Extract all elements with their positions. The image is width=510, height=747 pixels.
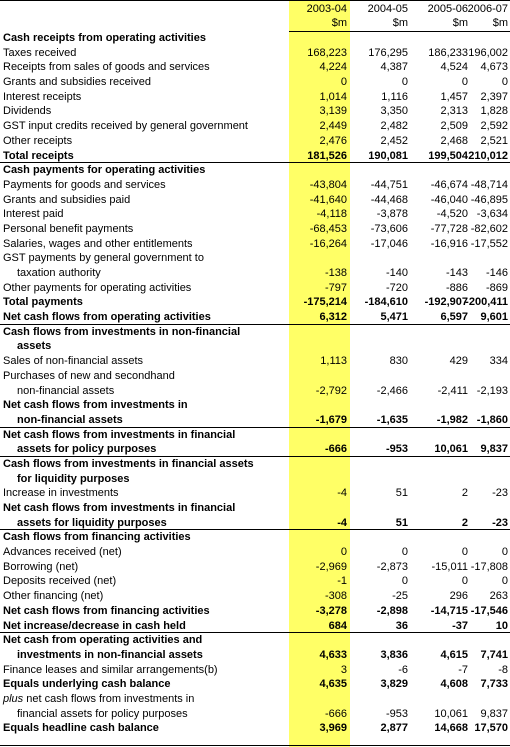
cell-2005-06: -46,674 (430, 178, 468, 191)
cell-2005-06: 4,615 (440, 648, 468, 661)
cell-2004-05: -25 (392, 590, 408, 603)
cell-2004-05: 3,829 (380, 678, 408, 691)
cell-2004-05: -2,873 (376, 560, 408, 573)
cell-2005-06: -15,011 (431, 560, 468, 573)
table-row (0, 574, 510, 589)
cell-2005-06: 6,597 (440, 311, 468, 324)
cell-2006-07: 10 (495, 619, 508, 632)
cell-2003-04: -41,640 (309, 193, 347, 206)
table-row (0, 75, 510, 90)
row-label: Net cash flows from investments in (3, 399, 188, 412)
cell-2003-04: -68,453 (309, 222, 347, 235)
cell-2006-07: -3,634 (476, 208, 508, 221)
row-label: Equals headline cash balance (3, 722, 159, 735)
cell-2004-05: 2,452 (380, 134, 408, 147)
cell-2004-05: 4,387 (380, 61, 408, 74)
row-label: Net cash flows from financing activities (3, 604, 210, 617)
cell-2005-06: 199,504 (428, 149, 468, 162)
cell-2006-07: -146 (485, 267, 508, 279)
cell-2004-05: -44,468 (370, 193, 408, 206)
cell-2005-06: 429 (449, 355, 468, 368)
cell-2005-06: 0 (461, 575, 468, 588)
row-label: Cash flows from financing activities (3, 531, 191, 544)
table-row (0, 560, 510, 575)
cell-2003-04: 684 (328, 619, 347, 632)
cell-2004-05: -44,751 (370, 178, 408, 191)
table-row (0, 530, 510, 545)
cell-2006-07: 0 (501, 546, 508, 559)
cell-2006-07: -23 (492, 516, 508, 529)
cell-2006-07: 2,397 (480, 90, 508, 103)
table-row (0, 222, 510, 237)
cell-2006-07: 9,837 (480, 707, 508, 720)
cell-2006-07: -17,808 (470, 560, 508, 573)
cell-2006-07: 17,570 (474, 722, 508, 735)
table-row (0, 237, 510, 252)
row-label: taxation authority (17, 267, 101, 279)
unit-header-2003-04: $m (331, 17, 347, 29)
row-label: non-financial assets (17, 384, 115, 397)
cell-2006-07: 4,673 (480, 61, 508, 74)
row-label: GST payments by general government to (3, 252, 204, 265)
row-label: Purchases of new and secondhand (3, 369, 175, 382)
row-label: assets for liquidity purposes (17, 516, 167, 529)
row-label: Net cash flows from operating activities (3, 311, 211, 324)
table-row (0, 648, 510, 663)
cell-2004-05: -140 (385, 267, 408, 279)
cell-2005-06: 2 (461, 516, 468, 529)
cell-2004-05: -17,046 (370, 237, 408, 250)
column-header (0, 0, 510, 32)
row-label: Total receipts (3, 149, 74, 162)
cell-2003-04: 168,223 (307, 46, 347, 59)
cell-2003-04: 3,969 (319, 722, 347, 735)
table-body (0, 31, 510, 736)
cell-2006-07: 7,733 (480, 678, 508, 691)
row-label: Borrowing (net) (3, 560, 79, 573)
unit-header-2006-07: $m (492, 17, 508, 29)
cell-2006-07: -48,714 (470, 178, 508, 191)
cell-2005-06: -46,040 (430, 193, 468, 206)
row-label: for liquidity purposes (17, 472, 130, 485)
cell-2003-04: -1,679 (315, 413, 347, 426)
cell-2004-05: -1,635 (376, 413, 408, 426)
cell-2004-05: -3,878 (376, 208, 408, 221)
cell-2005-06: 1,457 (440, 90, 468, 103)
cell-2006-07: 196,002 (468, 46, 508, 59)
table-row (0, 486, 510, 501)
cell-2006-07: -869 (485, 281, 508, 294)
cell-2003-04: -16,264 (309, 237, 347, 250)
cell-2003-04: 6,312 (319, 311, 347, 324)
row-label: Other financing (net) (3, 590, 104, 603)
table-row (0, 207, 510, 222)
cell-2006-07: -1,860 (476, 413, 508, 426)
cell-2003-04: 2,476 (319, 134, 347, 147)
year-header-2006-07: 2006-07 (467, 3, 508, 15)
row-label: Receipts from sales of goods and services (3, 61, 210, 74)
table-row (0, 163, 510, 178)
cell-2003-04: -138 (324, 267, 347, 279)
cell-2003-04: -4 (337, 487, 347, 500)
table-row (0, 295, 510, 310)
cell-2005-06: 10,061 (434, 707, 468, 720)
cell-2005-06: -143 (445, 267, 468, 279)
row-label: Net cash flows from investments in financial (3, 502, 236, 514)
cell-2003-04: -308 (324, 590, 347, 603)
cell-2006-07: 9,601 (480, 311, 508, 324)
year-header-2004-05: 2004-05 (367, 3, 408, 15)
cell-2006-07: 210,012 (468, 149, 508, 162)
cell-2004-05: 3,836 (380, 648, 408, 661)
row-label: Grants and subsidies paid (3, 193, 131, 206)
table-row (0, 472, 510, 487)
cell-2006-07: -46,895 (470, 193, 508, 206)
table-row (0, 90, 510, 105)
table-row (0, 707, 510, 722)
cell-2006-07: -23 (492, 487, 508, 500)
table-row (0, 325, 510, 340)
cell-2004-05: 2,877 (380, 722, 408, 735)
row-label: Interest receipts (3, 90, 82, 103)
cell-2006-07: 334 (489, 355, 508, 368)
year-header-2003-04: 2003-04 (306, 3, 347, 15)
cell-2005-06: -886 (445, 281, 468, 294)
table-row (0, 633, 510, 648)
row-label: Cash flows from investments in non-financial (3, 325, 241, 338)
cell-2003-04: 4,633 (319, 648, 347, 661)
cell-2005-06: -4,520 (436, 208, 468, 221)
cell-2003-04: -4 (337, 516, 347, 529)
cell-2003-04: 1,014 (319, 90, 347, 103)
row-label: Other receipts (3, 134, 73, 147)
cell-2005-06: -2,411 (437, 384, 468, 397)
row-label: Payments for goods and services (3, 178, 166, 191)
cell-2006-07: 0 (501, 575, 508, 588)
cell-2005-06: 296 (449, 590, 468, 603)
row-label: Increase in investments (3, 487, 119, 500)
row-label: Net cash from operating activities and (3, 634, 203, 647)
table-row (0, 413, 510, 428)
row-label (3, 692, 194, 707)
cell-2006-07: 2,592 (480, 120, 508, 133)
table-row (0, 310, 510, 325)
cell-2004-05: 0 (401, 575, 408, 588)
row-label: Salaries, wages and other entitlements (3, 237, 193, 250)
cell-2004-05: -2,898 (376, 604, 408, 617)
cell-2004-05: 36 (395, 619, 408, 632)
cell-2005-06: 186,233 (428, 46, 468, 59)
table-row (0, 589, 510, 604)
cell-2003-04: 181,526 (307, 149, 347, 162)
cell-2006-07: -8 (498, 663, 508, 676)
table-row (0, 104, 510, 119)
table-row (0, 619, 510, 634)
row-label: assets (17, 340, 52, 353)
cell-2006-07: 2,521 (480, 134, 508, 147)
table-row (0, 60, 510, 75)
table-row (0, 663, 510, 678)
row-label: Cash flows from investments in financial assets (3, 457, 254, 470)
cell-2005-06: 4,608 (440, 678, 468, 691)
cell-2003-04: -666 (324, 707, 347, 720)
cell-2006-07: -2,193 (476, 384, 508, 397)
cell-2005-06: 0 (461, 546, 468, 559)
cell-2004-05: 0 (401, 546, 408, 559)
table-row (0, 149, 510, 164)
cell-2005-06: -77,728 (430, 222, 468, 235)
row-label: Personal benefit payments (3, 222, 134, 235)
table-row (0, 545, 510, 560)
cell-2004-05: 2,482 (380, 120, 408, 133)
cell-2004-05: -6 (398, 663, 408, 676)
row-label-italic: plus (3, 692, 24, 705)
unit-header-2005-06: $m (452, 17, 468, 29)
cell-2004-05: 190,081 (368, 149, 408, 162)
row-label: Taxes received (3, 46, 77, 59)
cell-2005-06: 2,313 (440, 105, 468, 118)
table-row (0, 266, 510, 281)
table-row (0, 119, 510, 134)
cell-2005-06: 2 (461, 487, 468, 500)
row-label: assets for policy purposes (17, 443, 157, 456)
row-label: Net cash flows from investments in financial (3, 428, 236, 441)
table-row (0, 604, 510, 619)
cell-2006-07: -17,552 (470, 237, 508, 250)
cell-2005-06: 0 (461, 76, 468, 89)
row-label: Cash receipts from operating activities (3, 32, 206, 44)
cell-2006-07: -17,546 (470, 604, 508, 617)
cell-2006-07: 263 (489, 590, 508, 603)
row-label: Equals underlying cash balance (3, 678, 171, 691)
cell-2005-06: 14,668 (434, 722, 468, 735)
row-label: Advances received (net) (3, 546, 122, 559)
cell-2004-05: 0 (401, 76, 408, 89)
row-label: Interest paid (3, 208, 64, 221)
table-row (0, 721, 510, 736)
table-row (0, 193, 510, 208)
cell-2003-04: -43,804 (309, 178, 347, 191)
cell-2004-05: -953 (385, 443, 408, 456)
cell-2003-04: 3,139 (319, 105, 347, 118)
table-row (0, 134, 510, 149)
table-row (0, 339, 510, 354)
cell-2005-06: 4,524 (440, 61, 468, 74)
cell-2004-05: -184,610 (364, 296, 408, 309)
table-row (0, 692, 510, 707)
cell-2005-06: -192,907 (424, 296, 468, 309)
cell-2003-04: -3,278 (315, 604, 347, 617)
table-row (0, 31, 510, 46)
row-label: Grants and subsidies received (3, 76, 151, 89)
cell-2003-04: 4,635 (319, 678, 347, 691)
cell-2005-06: 10,061 (434, 443, 468, 456)
row-label: Net increase/decrease in cash held (3, 619, 186, 632)
cell-2003-04: -2,969 (315, 560, 347, 573)
row-label: financial assets for policy purposes (17, 707, 188, 720)
cell-2006-07: 0 (501, 76, 508, 89)
row-label: Cash payments for operating activities (3, 164, 206, 177)
cell-2004-05: 51 (395, 516, 408, 529)
cell-2006-07: 9,837 (480, 443, 508, 456)
cell-2003-04: -797 (324, 281, 347, 294)
cell-2003-04: 2,449 (319, 120, 347, 133)
cell-2004-05: -953 (385, 707, 408, 720)
table-row (0, 457, 510, 472)
cell-2004-05: 3,350 (380, 105, 408, 118)
row-label: Other payments for operating activities (3, 281, 192, 294)
cell-2004-05: 830 (389, 355, 408, 368)
table-row (0, 384, 510, 399)
cell-2005-06: -7 (458, 663, 468, 676)
cell-2003-04: 3 (340, 663, 347, 676)
row-label-text: net cash flows from investments in (23, 692, 195, 705)
cell-2003-04: -2,792 (315, 384, 347, 397)
row-label: Sales of non-financial assets (3, 355, 144, 368)
table-row (0, 281, 510, 296)
table-row (0, 501, 510, 516)
cell-2005-06: -16,916 (430, 237, 468, 250)
cell-2006-07: 1,828 (480, 105, 508, 118)
row-label: Dividends (3, 105, 52, 118)
table-row (0, 516, 510, 531)
cell-2003-04: 0 (340, 76, 347, 89)
table-row (0, 428, 510, 443)
cell-2005-06: -14,715 (430, 604, 468, 617)
cell-2003-04: 0 (340, 546, 347, 559)
cell-2003-04: -4,118 (316, 208, 347, 221)
cell-2003-04: -175,214 (303, 296, 347, 309)
cell-2003-04: 4,224 (319, 61, 347, 74)
table-row (0, 398, 510, 413)
table-row (0, 677, 510, 692)
table-row (0, 354, 510, 369)
cell-2005-06: 2,509 (440, 120, 468, 133)
cell-2003-04: 1,113 (320, 355, 347, 368)
cell-2006-07: 7,741 (480, 648, 508, 661)
table-row (0, 442, 510, 457)
cell-2005-06: 2,468 (440, 134, 468, 147)
bottom-rule (0, 745, 510, 746)
table-row (0, 178, 510, 193)
cell-2004-05: 51 (395, 487, 408, 500)
year-header-2005-06: 2005-06 (427, 3, 468, 15)
table-row (0, 251, 510, 266)
unit-header-2004-05: $m (392, 17, 408, 29)
cell-2005-06: -1,982 (436, 413, 468, 426)
cell-2003-04: -1 (337, 575, 347, 588)
row-label: Total payments (3, 296, 83, 309)
table-row (0, 369, 510, 384)
row-label: GST input credits received by general government (3, 120, 248, 133)
cell-2005-06: -37 (452, 619, 468, 632)
table-row (0, 46, 510, 61)
cell-2004-05: -720 (385, 281, 408, 294)
cell-2006-07: -82,602 (470, 222, 508, 235)
cell-2003-04: -666 (324, 443, 347, 456)
cell-2004-05: -73,606 (370, 222, 408, 235)
cell-2004-05: -2,466 (376, 384, 408, 397)
row-label: investments in non-financial assets (17, 648, 203, 661)
row-label: non-financial assets (17, 413, 123, 426)
row-label: Finance leases and similar arrangements(b) (3, 663, 218, 676)
cell-2004-05: 1,116 (381, 90, 408, 103)
cell-2004-05: 5,471 (380, 311, 408, 324)
cell-2006-07: -200,411 (465, 296, 508, 309)
row-label: Deposits received (net) (3, 575, 117, 588)
cell-2004-05: 176,295 (368, 46, 408, 59)
